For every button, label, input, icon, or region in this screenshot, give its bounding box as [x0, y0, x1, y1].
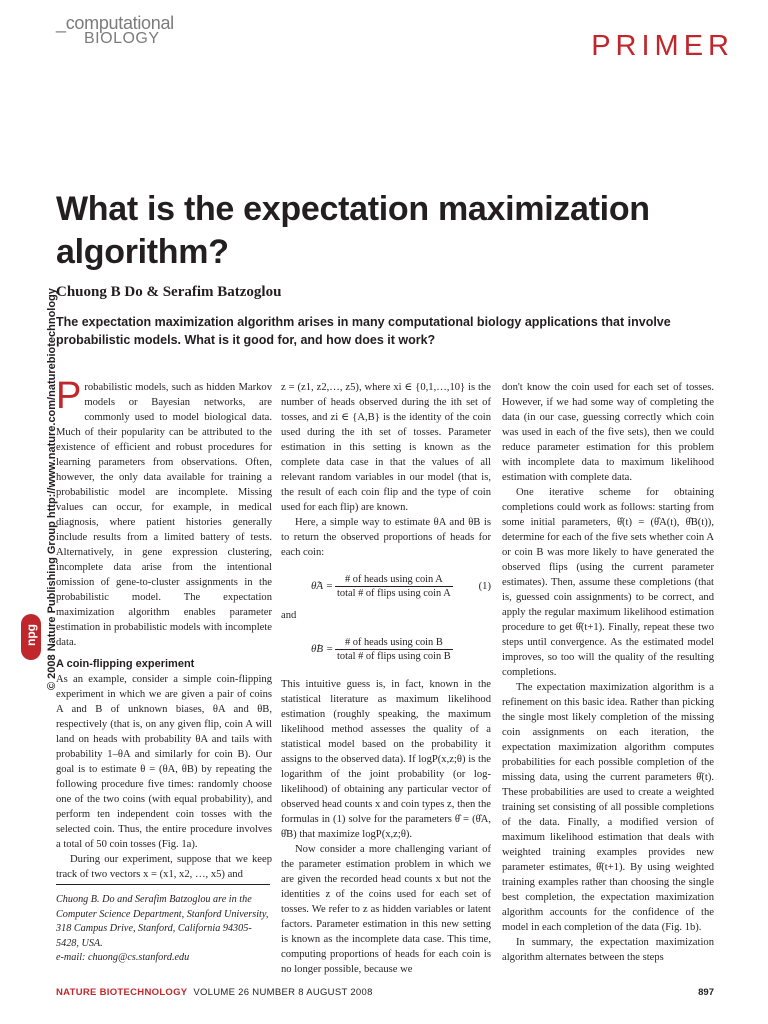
equation-fraction — [335, 573, 453, 600]
footer-issue: VOLUME 26 NUMBER 8 AUGUST 2008 — [193, 987, 373, 998]
equation-numerator: # of heads using coin A — [344, 573, 443, 585]
paragraph: Probabilistic models, such as hidden Markov models or Bayesian networks, are commonly used to model biological data. Much of their popularity can be attributed to the existence of efficient and robust procedures for learning parameters from observations. Often, however, the only data available for training a probabilistic model are incomplete. Missing values can occur, for example, in medical diagnosis, where patient histories generally include results from a limited battery of tests. Alternatively, in gene expression clustering, incomplete data arise from the intentional omission of gene-to-cluster assignments in the probabilistic model. The expectation maximization algorithm enables parameter estimation in probabilistic models with incomplete data. — [56, 375, 272, 648]
column-2 — [281, 380, 491, 977]
article-abstract: The expectation maximization algorithm arises in many computational biology applications that involve probabilistic models. What is it good for, and how does it work? — [56, 315, 671, 347]
equation-lhs: θ̂B = — [311, 642, 334, 655]
brand-biology: BIOLOGY — [84, 30, 160, 47]
author-footnote — [56, 884, 270, 966]
equation-1 — [281, 568, 491, 604]
paragraph: In summary, the expectation maximization algorithm alternates between the steps — [502, 937, 714, 963]
section-label: PRIMER — [591, 30, 734, 62]
paragraph: This intuitive guess is, in fact, known in the statistical literature as maximum likelihood estimation (roughly speaking, the maximum likelihood method assesses the quality of a statistical model based on the probability it assigns to the observed data). If logP(x,z;θ) is the logarithm of the joint probability (or log-likelihood) of obtaining any particular vector of observed head counts x and coin types z, then the formulas in (1) solve for the parameters θ̂ = (θ̂A, θ̂B) that maximize logP(x,z;θ). — [281, 679, 491, 840]
equation-number: (1) — [478, 580, 491, 592]
paragraph: During our experiment, suppose that we keep track of two vectors x = (x1, x2, …, x5) and — [56, 854, 272, 880]
equation-2 — [281, 631, 491, 667]
paragraph: As an example, consider a simple coin-flipping experiment in which we are given a pair of coins A and B of unknown biases, θA and θB, respectively (that is, on any given flip, coin A will land on heads with probability θA and tails with probability 1–θA and similarly for coin B). Our goal is to estimate θ = (θA, θB) by repeating the following procedure five times: randomly choose one of the two coins (with equal probability), and perform ten independent coin tosses with the selected coin. Thus, the entire procedure involves a total of 50 coin tosses (Fig. 1a). — [56, 674, 272, 850]
paragraph: One iterative scheme for obtaining completions could work as follows: starting from some initial parameters, θ̂(t) = (θ̂A(t), θ̂B(t)), determine for each of the five sets whether coin A or coin B was more likely to have generated the observed flips (using the current parameter estimates). Then, assume these completions (that is, guessed coin assignments) to be correct, and apply the regular maximum likelihood estimation procedure to get θ̂(t+1). Finally, repeat these two steps until convergence. As the estimated model improves, so too will the quality of the resulting completions. — [502, 487, 714, 678]
paragraph: Now consider a more challenging variant of the parameter estimation problem in which we are given the recorded head counts x but not the identities z of the coins used for each set of tosses. We refer to z as hidden variables or latent factors. Parameter estimation in this new setting is known as the incomplete data case. This time, computing proportions of heads for each coin is no longer possible, because we — [281, 844, 491, 975]
copyright-text: © 2008 Nature Publishing Group http://www.nature.com/naturebiotechnology — [46, 288, 58, 690]
equation-lhs: θ̂A = — [311, 579, 334, 592]
footer-journal-name: NATURE BIOTECHNOLOGY — [56, 987, 188, 998]
paragraph: don't know the coin used for each set of tosses. However, if we had some way of completing the data (in our case, guessing correctly which coin was used in each of the five sets), then we could reduce parameter estimation for this problem with incomplete data to maximum likelihood estimation with complete data. — [502, 382, 714, 483]
equation-fraction — [335, 636, 453, 663]
paragraph: Here, a simple way to estimate θA and θB is to return the observed proportions of heads for each coin: — [281, 517, 491, 558]
npg-logo-text: npg — [24, 624, 38, 646]
article-title: What is the expectation maximization algorithm? — [56, 190, 650, 271]
column-3 — [502, 380, 714, 965]
affiliation-text: Chuong B. Do and Serafim Batzoglou are in the Computer Science Department, Stanford University, 318 Campus Drive, Stanford, California 94305-5428, USA. — [56, 894, 269, 949]
article-authors: Chuong B Do & Serafim Batzoglou — [56, 284, 282, 300]
brand-computational: _computational — [56, 13, 174, 33]
section-heading: A coin-flipping experiment — [56, 658, 195, 670]
journal-brand — [56, 14, 174, 46]
paragraph: z = (z1, z2,…, z5), where xi ∈ {0,1,…,10} is the number of heads observed during the ith set of tosses, and zi ∈ {A,B} is the identity of the coin used during the ith set of tosses. Parameter estimation in this setting is known as the complete data case in that the values of all relevant random variables in our model (that is, the result of each coin flip and the type of coin used for each flip) are known. — [281, 382, 491, 513]
drop-cap: P — [56, 375, 82, 417]
equation-numerator: # of heads using coin B — [344, 636, 443, 648]
equation-denominator: total # of flips using coin B — [337, 650, 451, 662]
npg-logo — [21, 614, 41, 660]
equation-denominator: total # of flips using coin A — [337, 587, 451, 599]
column-1 — [56, 375, 272, 882]
page-number: 897 — [698, 987, 714, 998]
footer-citation — [56, 987, 373, 998]
paragraph: The expectation maximization algorithm is a refinement on this basic idea. Rather than picking the single most likely completion of the missing coin assignments on each iteration, the expectation maximization algorithm computes probabilities for each possible completion of the missing data, using the current parameters θ̂(t). These probabilities are used to create a weighted training set consisting of all possible completions of the data. Finally, a modified version of maximum likelihood estimation that deals with weighted training examples provides new parameter estimates, θ̂(t+1). By using weighted training examples rather than choosing the single best completion, the expectation maximization algorithm accounts for the confidence of the model in each completion of the data (Fig. 1b). — [502, 682, 714, 933]
connector-text: and — [281, 610, 297, 621]
email-text[interactable]: e-mail: chuong@cs.stanford.edu — [56, 952, 190, 963]
